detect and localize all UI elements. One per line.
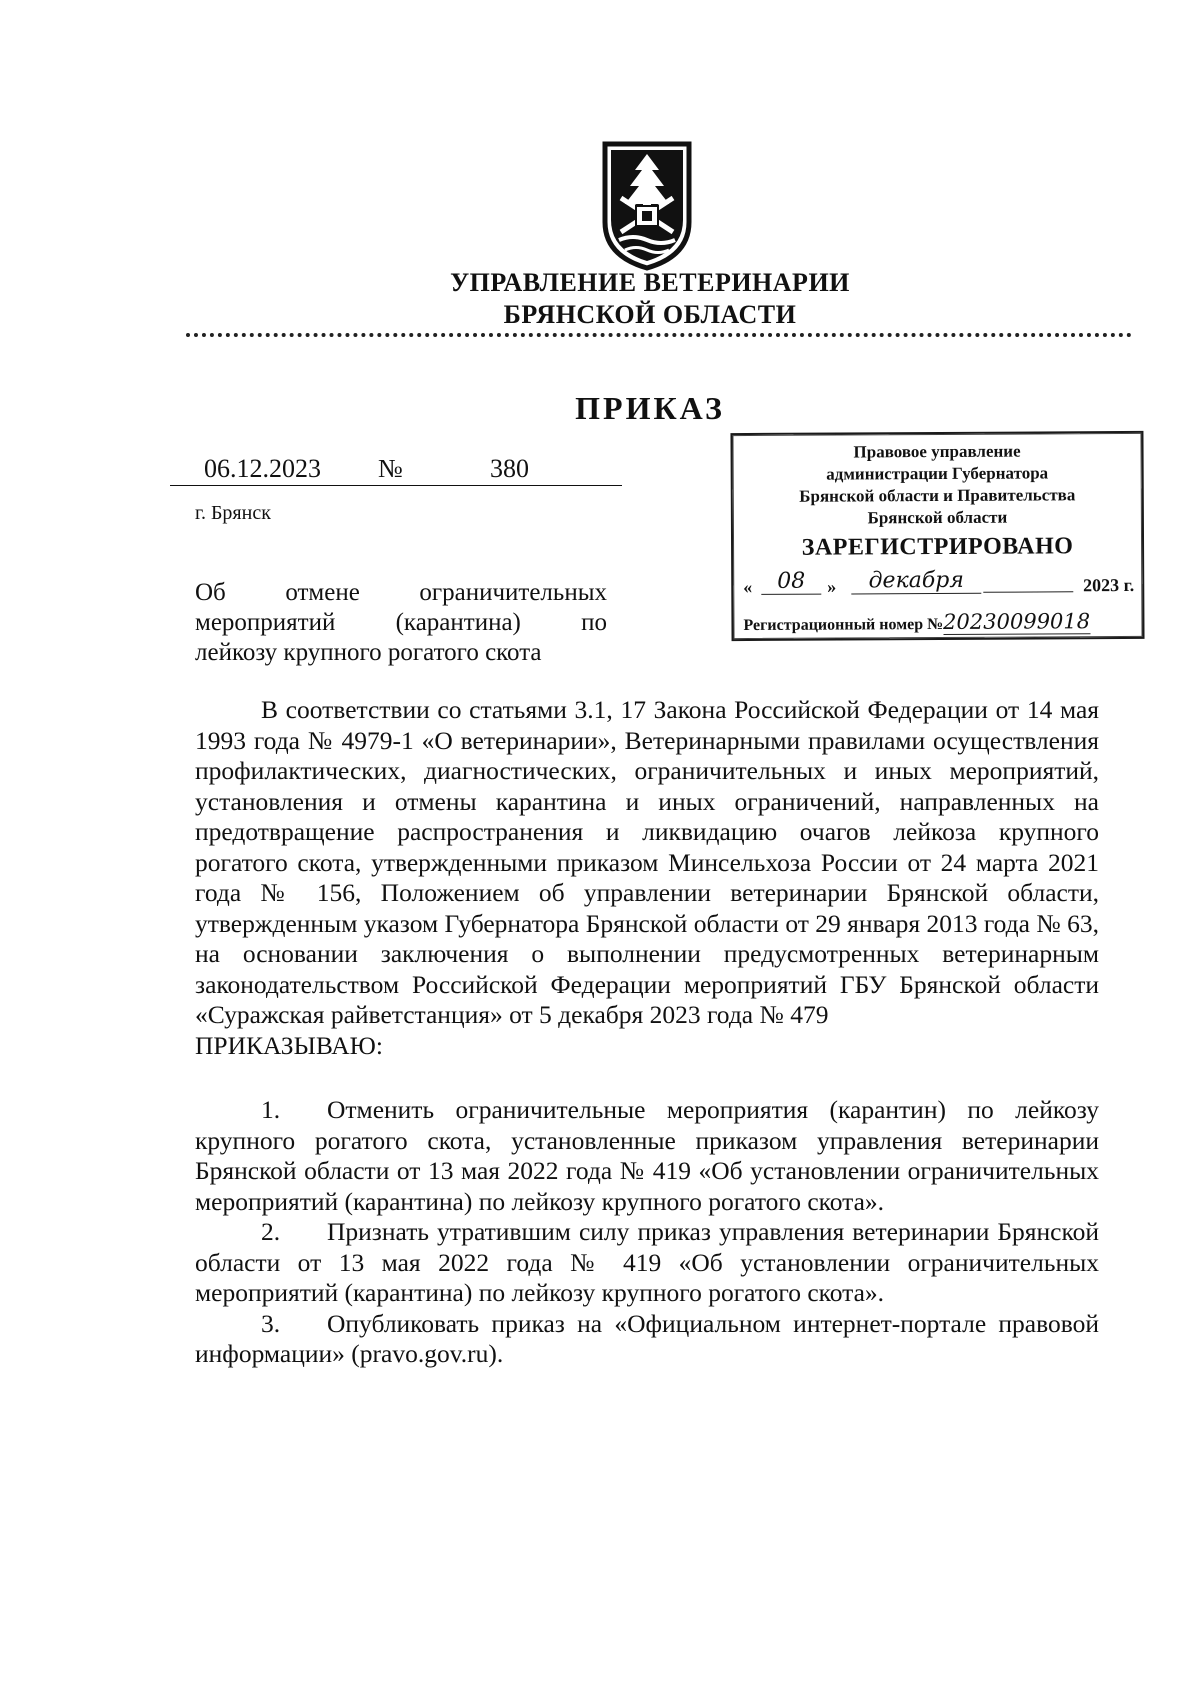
stamp-day-handwritten: 08: [761, 569, 821, 595]
stamp-quote-open: «: [743, 576, 753, 598]
stamp-year: 2023 г.: [1083, 574, 1135, 596]
order-item: [195, 1309, 1099, 1370]
organization-name-line2: БРЯНСКОЙ ОБЛАСТИ: [503, 300, 797, 329]
order-date: 06.12.2023: [204, 454, 321, 483]
header-divider: [186, 333, 1132, 337]
organization-name-line1: УПРАВЛЕНИЕ ВЕТЕРИНАРИИ: [450, 268, 850, 297]
bryansk-coat-of-arms-icon: [599, 140, 695, 272]
order-preamble: В соответствии со статьями 3.1, 17 Закона Российской Федерации от 14 мая 1993 года № 4979-1 «О ветеринарии», Ветеринарными правилами осуществления профилактических, диагностических, ограничительных и иных мероприятий, установления и отмены карантина и иных ограничений, направленных на предотвращение распространения и ликвидацию очагов лейкоза крупного рогатого скота, утвержденными приказом Минсельхоза России от 24 марта 2021 года № 156, Положением об управлении ветеринарии Брянской области, утвержденным указом Губернатора Брянской области от 29 января 2013 года № 63, на основании заключения о выполнении предусмотренных ветеринарным законодательством Российской Федерации мероприятий ГБУ Брянской области «Суражская райветстанция» от 5 декабря 2023 года № 479: [195, 695, 1099, 1029]
order-subject: [195, 578, 607, 668]
stamp-registration-number: [743, 609, 1136, 635]
stamp-authority-line: Брянской области и Правительства: [799, 485, 1076, 506]
registration-stamp: [730, 431, 1144, 641]
stamp-reg-number-handwritten: 20230099018: [943, 609, 1091, 634]
stamp-registration-date: [743, 567, 1135, 603]
order-date-number-line: [170, 452, 622, 486]
order-item-number: 1.: [261, 1095, 281, 1124]
stamp-reg-label: Регистрационный номер №: [743, 615, 944, 635]
order-item-text: Отменить ограничительные мероприятия (карантин) по лейкозу крупного рогатого скота, установленные приказом управления ветеринарии Брянской области от 13 мая 2022 года № 419 «Об установлении ограничительных мероприятий (карантина) по лейкозу крупного рогатого скота».: [195, 1095, 1099, 1216]
stamp-authority-line: администрации Губернатора: [826, 463, 1049, 484]
stamp-authority-line: Правовое управление: [853, 441, 1021, 462]
order-item: [195, 1217, 1099, 1309]
order-body: [195, 695, 1099, 1370]
document-type-title: ПРИКАЗ: [575, 390, 725, 426]
order-item-number: 2.: [261, 1217, 281, 1246]
order-city: г. Брянск: [195, 502, 271, 524]
order-item: [195, 1095, 1099, 1217]
stamp-date-fill-line: [983, 591, 1073, 592]
subject-line: лейкозу крупного рогатого скота: [195, 639, 542, 666]
stamp-quote-close: »: [827, 576, 837, 597]
order-item-text: Опубликовать приказ на «Официальном интернет-портале правовой информации» (pravo.gov.ru).: [195, 1308, 1099, 1368]
order-number: 380: [490, 454, 529, 483]
order-item-number: 3.: [261, 1308, 281, 1338]
order-item-text: Признать утратившим силу приказ управления ветеринарии Брянской области от 13 мая 2022 года № 419 «Об установлении ограничительных мероприятий (карантина) по лейкозу крупного рогатого скота».: [195, 1217, 1099, 1307]
order-command: ПРИКАЗЫВАЮ:: [195, 1030, 383, 1060]
order-number-sign: №: [378, 454, 403, 483]
stamp-authority-line: Брянской области: [867, 507, 1008, 528]
subject-line: мероприятий (карантина) по: [195, 609, 607, 636]
subject-line: Об отмене ограничительных: [195, 579, 607, 606]
date-number-underline: [170, 485, 622, 486]
stamp-month-handwritten: декабря: [851, 568, 981, 595]
paragraph-gap: [195, 1061, 1099, 1095]
stamp-registered-title: ЗАРЕГИСТРИРОВАНО: [801, 533, 1074, 561]
